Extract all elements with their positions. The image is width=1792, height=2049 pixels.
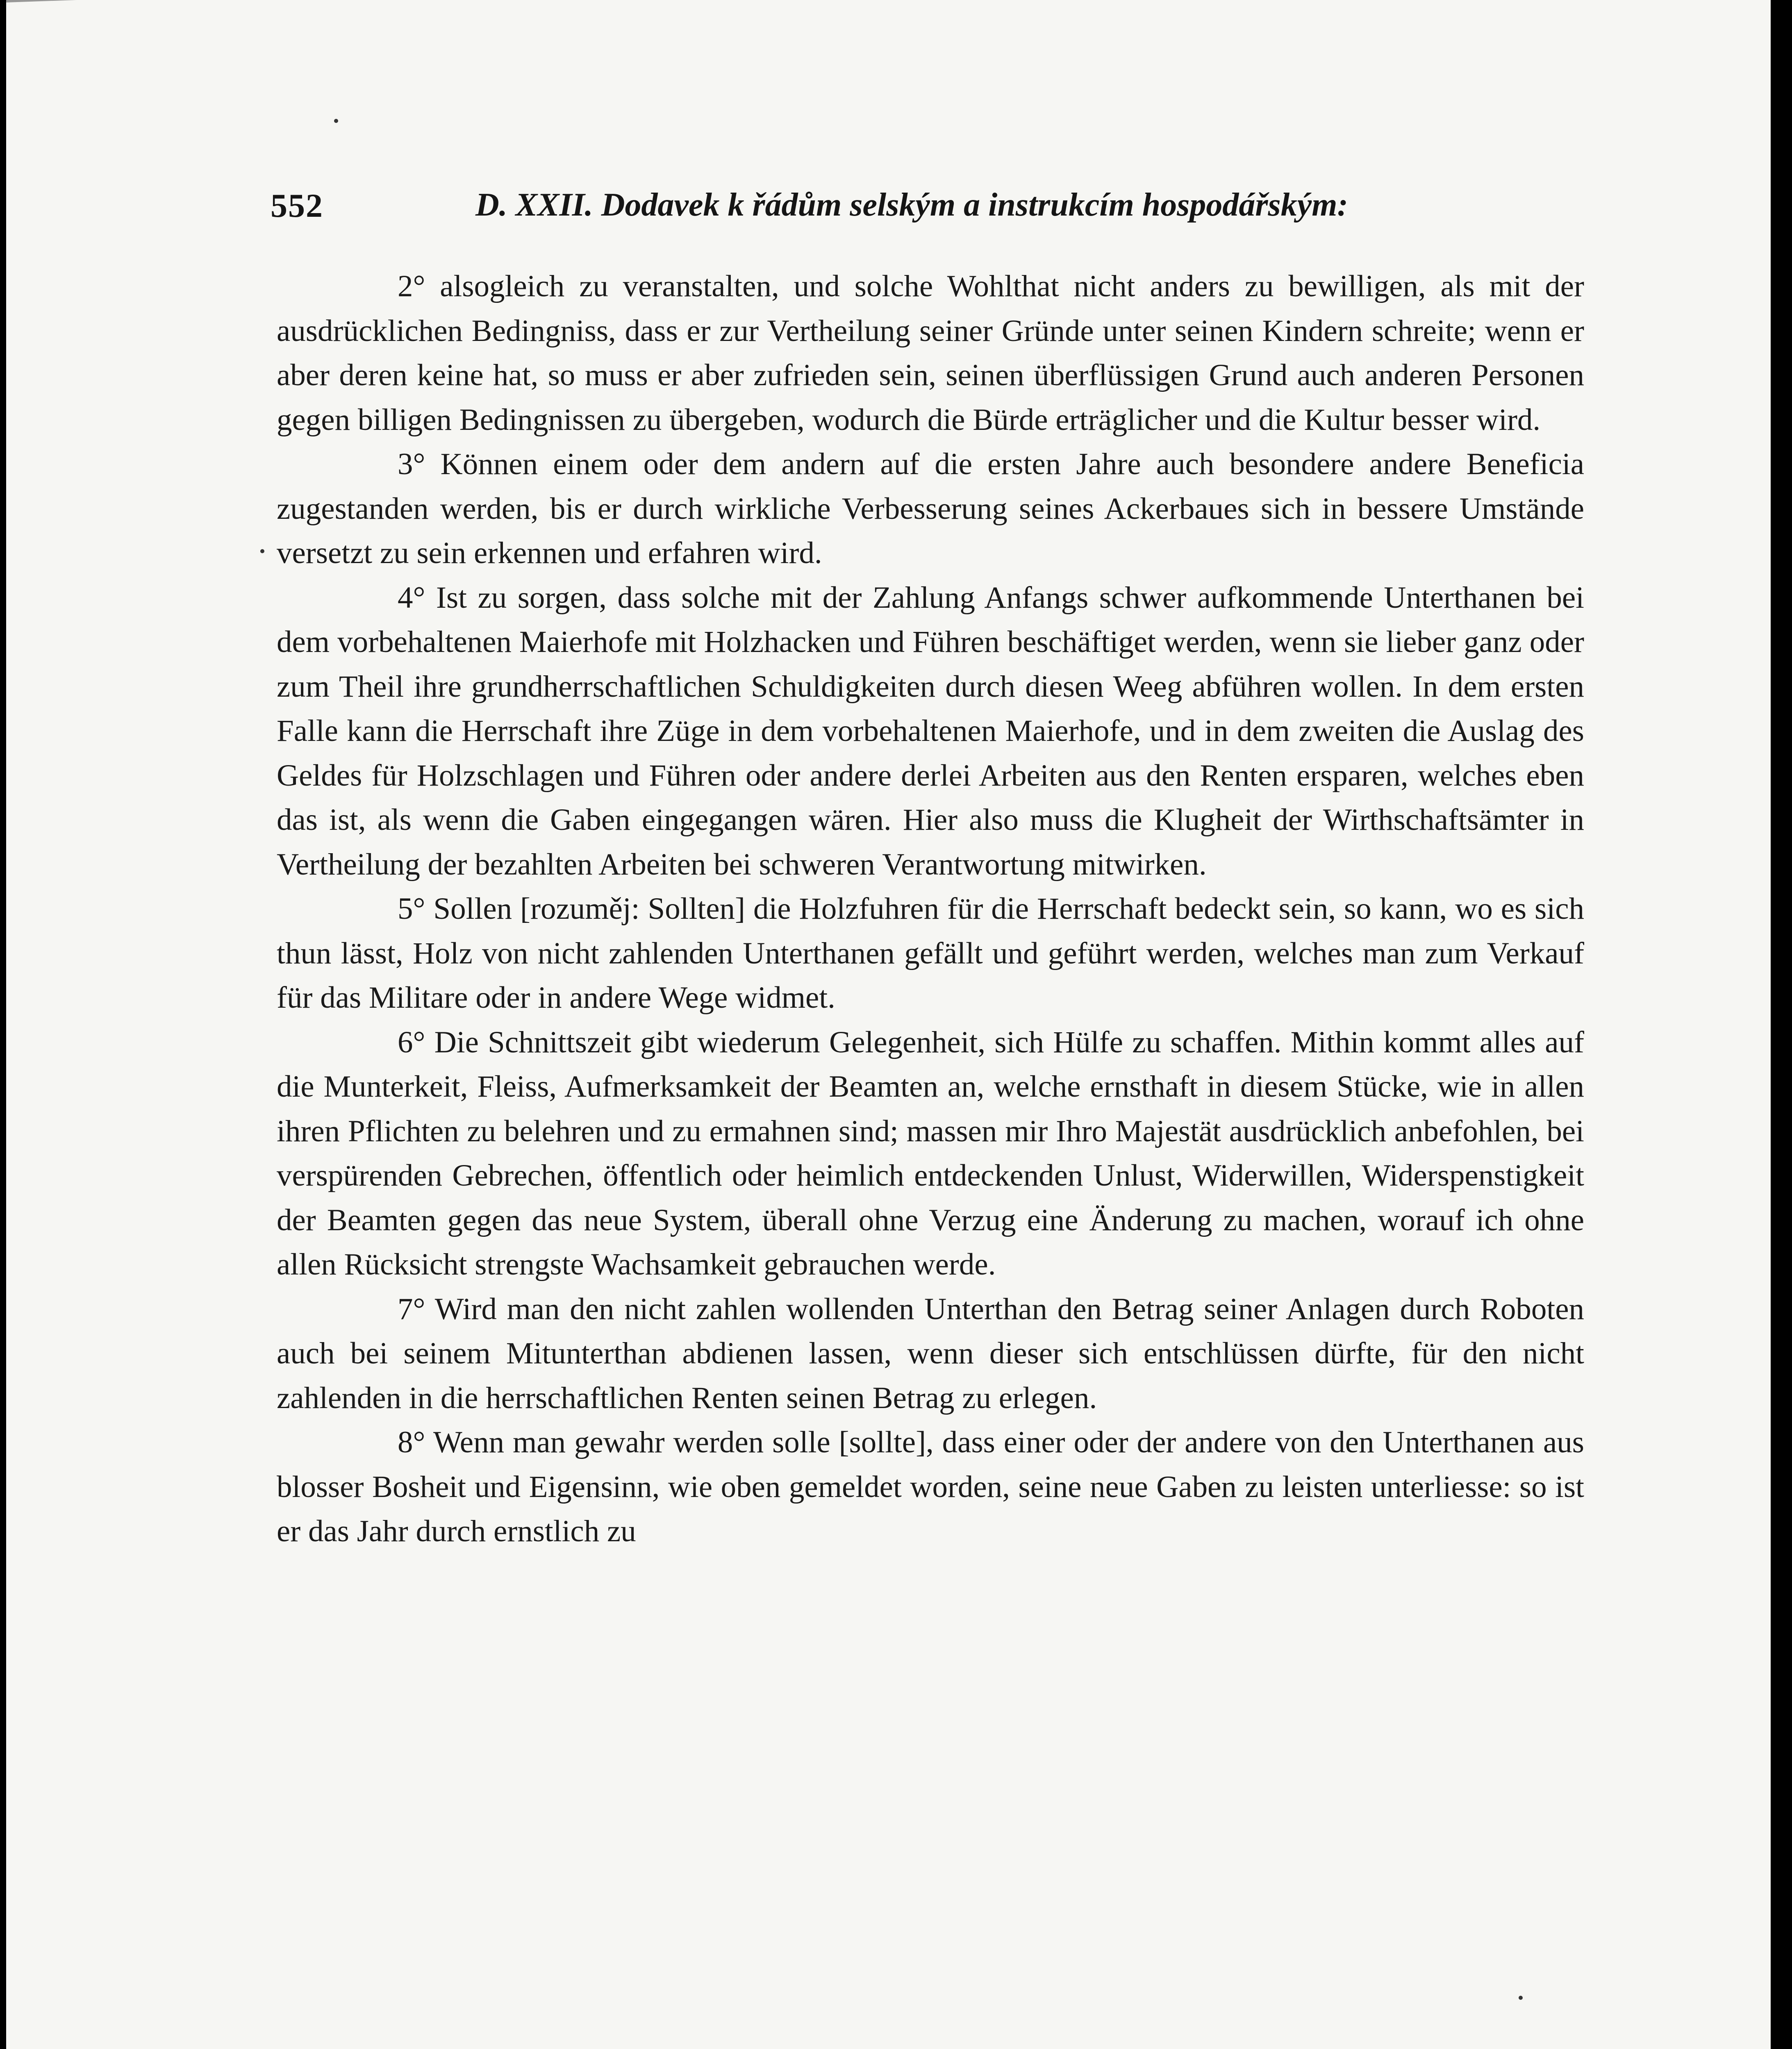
page-number: 552	[271, 187, 323, 224]
scan-speck	[260, 549, 264, 553]
scanned-page	[6, 0, 1771, 2049]
running-title: D. XXII. Dodavek k řádům selským a instrukcím hospodářským:	[475, 187, 1349, 223]
scan-speck	[1519, 1996, 1523, 2000]
page-header	[271, 186, 1410, 232]
paragraph-7: 7° Wird man den nicht zahlen wollenden Unterthan den Betrag seiner Anlagen durch Roboten auch bei seinem Mitunterthan abdienen lassen, wenn dieser sich entschlüssen dürfte, für den nicht zahlenden in die herrschaftlichen Renten seinen Betrag zu erlegen.	[277, 1292, 1584, 1415]
paragraph-5: 5° Sollen [rozuměj: Sollten] die Holzfuhren für die Herrschaft bedeckt sein, so kann, wo es sich thun lässt, Holz von nicht zahlenden Unterthanen gefällt und geführt werden, welches man zum Verkauf für das Militare oder in andere Wege widmet.	[277, 892, 1584, 1015]
paragraph-8: 8° Wenn man gewahr werden solle [sollte], dass einer oder der andere von den Unterthanen aus blosser Bosheit und Eigensinn, wie oben gemeldet worden, seine neue Gaben zu leisten unterliesse: so ist er das Jahr durch ernstlich zu	[277, 1425, 1584, 1548]
paragraph-6: 6° Die Schnittszeit gibt wiederum Gelegenheit, sich Hülfe zu schaffen. Mithin kommt alles auf die Munterkeit, Fleiss, Aufmerksamkeit der Beamten an, welche ernsthaft in diesem Stücke, wie in allen ihren Pflichten zu belehren und zu ermahnen sind; massen mir Ihro Majestät ausdrücklich anbefohlen, bei verspürenden Gebrechen, öffentlich oder heimlich entdeckenden Unlust, Widerwillen, Widerspenstigkeit der Beamten gegen das neue System, überall ohne Verzug eine Änderung zu machen, worauf ich ohne allen Rücksicht strengste Wachsamkeit gebrauchen werde.	[277, 1025, 1584, 1281]
paragraph-3: 3° Können einem oder dem andern auf die ersten Jahre auch besondere andere Beneficia zugestanden werden, bis er durch wirkliche Verbesserung seines Ackerbaues sich in bessere Umstände versetzt zu sein erkennen und erfahren wird.	[277, 447, 1584, 570]
body-text	[277, 264, 1584, 1554]
scan-speck	[334, 119, 338, 123]
scan-edge-mark	[6, 0, 196, 27]
paragraph-2: 2° alsogleich zu veranstalten, und solche Wohlthat nicht anders zu bewilligen, als mit der ausdrücklichen Bedingniss, dass er zur Vertheilung seiner Gründe unter seinen Kindern schreite; wenn er aber deren keine hat, so muss er aber zufrieden sein, seinen überflüssigen Grund auch anderen Personen gegen billigen Bedingnissen zu übergeben, wodurch die Bürde erträglicher und die Kultur besser wird.	[277, 269, 1584, 437]
paragraph-4: 4° Ist zu sorgen, dass solche mit der Zahlung Anfangs schwer aufkommende Unterthanen bei dem vorbehaltenen Maierhofe mit Holzhacken und Führen beschäftiget werden, wenn sie lieber ganz oder zum Theil ihre grundherrschaftlichen Schuldigkeiten durch diesen Weeg abführen wollen. In dem ersten Falle kann die Herrschaft ihre Züge in dem vorbehaltenen Maierhofe, und in dem zweiten die Auslag des Geldes für Holzschlagen und Führen oder andere derlei Arbeiten aus den Renten ersparen, welches eben das ist, als wenn die Gaben eingegangen wären. Hier also muss die Klugheit der Wirthschaftsämter in Vertheilung der bezahlten Arbeiten bei schweren Verantwortung mitwirken.	[277, 580, 1584, 881]
